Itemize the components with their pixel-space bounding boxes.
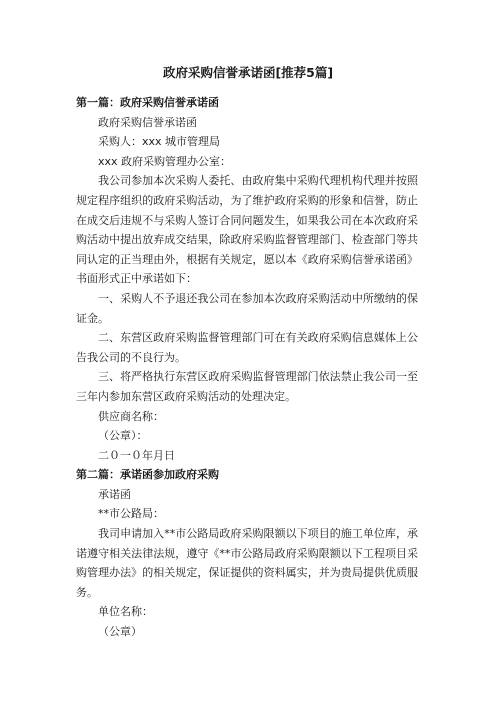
section1-agency: xxx 政府采购管理办公室： [98, 154, 232, 168]
section1-purchaser: 采购人：xxx 城市管理局 [98, 135, 221, 149]
section2-unit: 单位名称： [98, 605, 153, 619]
document-title: 政府采购信誉承诺函[推荐5篇] [162, 65, 334, 80]
section1-supplier: 供应商名称： [98, 409, 164, 423]
section1-subtitle: 政府采购信誉承诺函 [98, 115, 197, 129]
section1-item2: 二、东营区政府采购监督管理部门可在有关政府采购信息媒体上公告我公司的不良行为。 [76, 331, 418, 364]
section1-date: 二０一０年月日 [98, 448, 175, 462]
section2-seal: （公章） [98, 625, 142, 639]
section1-heading: 第一篇：政府采购信誉承诺函 [76, 96, 219, 109]
section1-item3: 三、将严格执行东营区政府采购监督管理部门依法禁止我公司一至三年内参加东营区政府采购活动的处理决定。 [76, 370, 418, 403]
section2-subtitle: 承诺函 [98, 487, 131, 501]
section2-recipient: **市公路局： [98, 507, 164, 521]
section2-heading: 第二篇：承诺函参加政府采购 [76, 468, 219, 482]
section2-body: 我司申请加入**市公路局政府采购限额以下项目的施工单位库，承诺遵守相关法律法规，遵守《**市公路局政府采购限额以下工程项目采购管理办法》的相关规定，保证提供的资料属实，并为贵局提供优质服务。 [76, 527, 418, 599]
section1-intro: 我公司参加本次采购人委托、由政府集中采购代理机构代理并按照规定程序组织的政府采购活动，为了维护政府采购的形象和信誉，防止在成交后违规不与采购人签订合同问题发生，如果我公司在本次政府采购活动中提出放弃成交结果，除政府采购监督管理部门、检查部门等共同认定的正当理由外，根据有关规定，愿以本《政府采购信誉承诺函》书面形式正中承诺如下： [76, 174, 418, 286]
section1-item1: 一、采购人不予退还我公司在参加本次政府采购活动中所缴纳的保证金。 [76, 291, 418, 325]
section1-seal: （公章）： [98, 429, 148, 443]
document-body [76, 93, 418, 642]
